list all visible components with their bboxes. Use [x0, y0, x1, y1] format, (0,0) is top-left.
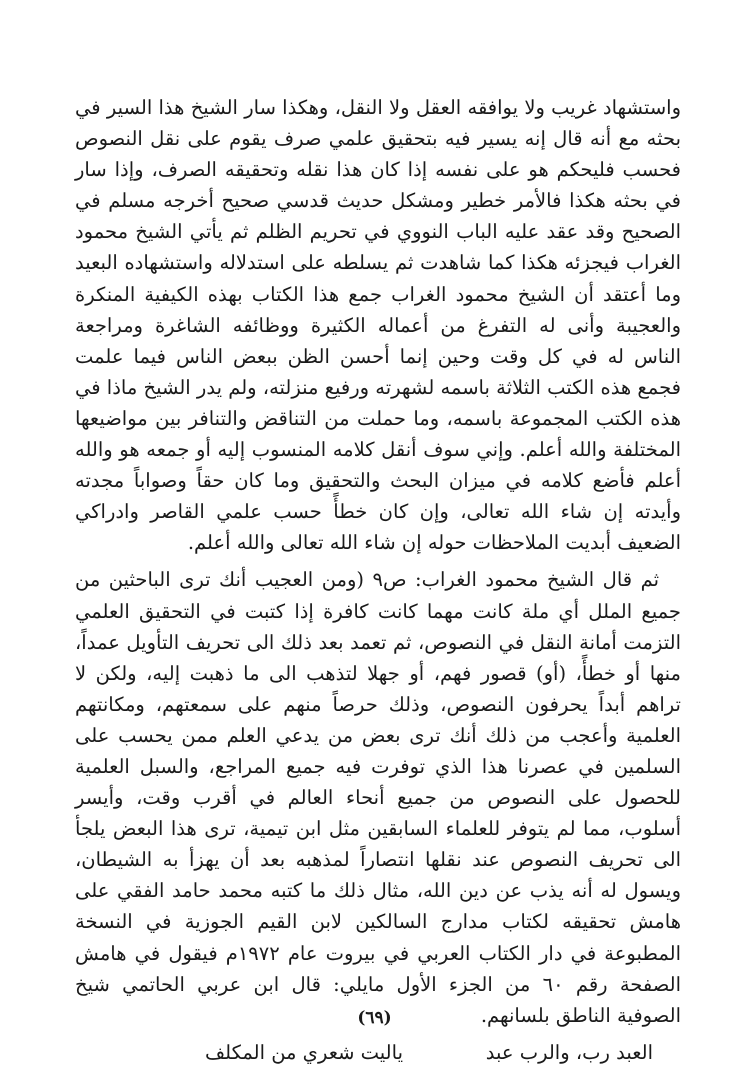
page-body: [75, 92, 681, 1068]
poetry-verse: [75, 1037, 681, 1068]
body-paragraph-2: ثم قال الشيخ محمود الغراب: ص٩ (ومن العجيب أنك ترى الباحثين من جميع الملل أي ملة كانت مهما كانت كافرة إذا كتبت في التحقيق العلمي التزمت أمانة النقل في النصوص، ثم تعمد بعد ذلك الى تحريف التأويل عمداً، منها أو خطأً، (أو) قصور فهم، أو جهلا لتذهب الى ما ذهبت إليه، ولكن لا تراهم أبداً يحرفون النصوص، وذلك حرصاً منهم على سمعتهم، ومكانتهم العلمية وأعجب من ذلك أنك ترى بعض من يدعي العلم ممن يحسب على السلمين في عصرنا هذا الذي توفرت فيه جميع المراجع، والسبل العلمية للحصول على النصوص من جميع أنحاء العالم في أقرب وقت، وأيسر أسلوب، مما لم يتوفر للعلماء السابقين مثل ابن تيمية، ترى هذا البعض يلجأ الى تحريف النصوص عند نقلها انتصاراً لمذهبه بعد أن يهزأ به الشيطان، ويسول له أنه يذب عن دين الله، مثال ذلك ما كتبه محمد حامد الفقي على هامش تحقيقه لكتاب مدارج السالكين لابن القيم الجوزية في النسخة المطبوعة في دار الكتاب العربي في بيروت عام ١٩٧٢م فيقول في هامش الصفحة رقم ٦٠ من الجزء الأول مايلي: قال ابن عربي الحاتمي شيخ الصوفية الناطق بلسانهم.: [75, 568, 682, 1027]
verse-hemistich-first: العبد رب، والرب عبد: [485, 1040, 653, 1064]
body-paragraph-1: واستشهاد غريب ولا يوافقه العقل ولا النقل، وهكذا سار الشيخ هذا السير في بحثه مع أنه قال إنه يسير فيه بتحقيق علمي صرف يقوم على نقل النصوص فحسب فليحكم هو على نفسه إذا كان هذا نقله وتحقيقه الصرف، وإذا سار في بحثه هكذا فالأمر خطير ومشكل حديث قدسي صحيح أخرجه مسلم في الصحيح وقد عقد عليه الباب النووي في تحريم الظلم ثم يأتي الشيخ محمود الغراب فيجزئه هكذا كما شاهدت ثم يسلطه على استدلاله واستشهاده البعيد وما أعتقد أن الشيخ محمود الغراب جمع هذا الكتاب بهذه الكيفية المنكرة والعجيبة وأنى له التفرغ من أعماله الكثيرة ووظائفه الشاغرة ومراجعة الناس له في كل وقت وحين إنما أحسن الظن ببعض الناس فيما علمت فجمع هذه الكتب الثلاثة باسمه لشهرته ورفيع منزلته، ولم يدر الشيخ ماذا في هذه الكتب المجموعة باسمه، وما حملت من التناقض والتنافر بين مواضيعها المختلفة والله أعلم. وإني سوف أنقل كلامه المنسوب إليه أو جمعه هو والله أعلم فأضع كلامه في ميزان البحث والتحقيق وما كان حقاً وصواباً مجدته وأيدته إن شاء الله تعالى، وإن كان خطأً حسب علمي القاصر وادراكي الضعيف أبديت الملاحظات حوله إن شاء الله تعالى والله أعلم.: [75, 96, 681, 555]
verse-hemistich-second: ياليت شعري من المكلف: [204, 1040, 403, 1064]
page-number: (٦٩): [357, 1008, 392, 1028]
